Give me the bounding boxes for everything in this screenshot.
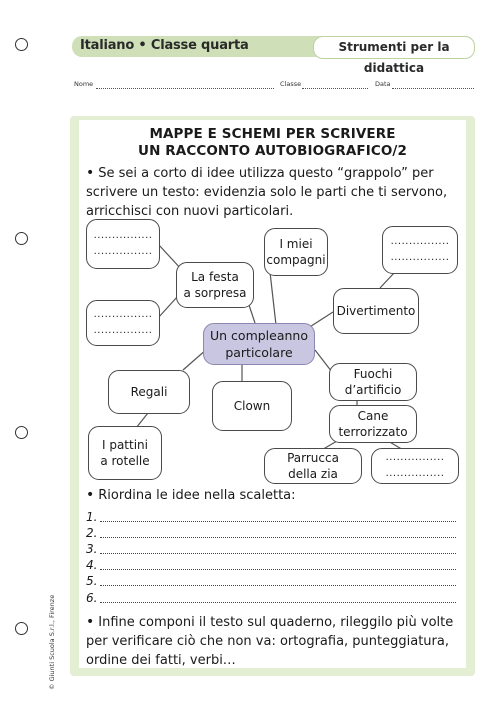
instruction-1-line3: arricchisci con nuovi particolari. — [86, 204, 294, 219]
divertimento-text: Divertimento — [336, 304, 416, 318]
data-label: Data — [375, 80, 391, 88]
blank-dots: ................ — [385, 452, 445, 463]
row-number: 1. — [86, 510, 98, 524]
blank-idea-bubble-4 — [371, 448, 459, 484]
festa-line1: La festa — [191, 270, 239, 284]
blank-dots: ................ — [93, 325, 153, 336]
row-number: 3. — [86, 542, 98, 556]
idea-bubble-compagni — [264, 228, 328, 276]
central-idea-bubble — [203, 323, 315, 365]
blank-dots: ................ — [93, 246, 153, 257]
writing-line — [100, 521, 456, 522]
instruction-3-line3: ordine dei fatti, verbi… — [86, 653, 236, 668]
fuochi-line1: Fuochi — [353, 367, 393, 381]
idea-bubble-divertimento — [333, 288, 419, 334]
pattini-line2: a rotelle — [100, 454, 150, 468]
scaletta-row[interactable] — [86, 542, 456, 558]
classe-label: Classe — [280, 80, 302, 88]
blank-dots: ................ — [390, 236, 450, 247]
idea-bubble-festa — [176, 262, 254, 308]
writing-line — [100, 553, 456, 554]
parrucca-line1: Parrucca — [287, 451, 339, 465]
fuochi-line2: d’artificio — [344, 383, 402, 397]
idea-bubble-regali — [108, 370, 190, 414]
blank-dots: ................ — [93, 309, 153, 320]
scaletta-row[interactable] — [86, 574, 456, 590]
writing-line — [100, 602, 456, 603]
instruction-1-line1: Se sei a corto di idee utilizza questo “grappolo” per — [98, 166, 434, 181]
bullet-icon: • — [86, 487, 95, 503]
row-number: 4. — [86, 558, 98, 572]
scaletta-row[interactable] — [86, 591, 456, 607]
subject-label: Italiano • Classe quarta — [80, 38, 249, 53]
regali-text: Regali — [130, 385, 168, 399]
writing-line — [100, 569, 456, 570]
blank-dots: ................ — [385, 468, 445, 479]
row-number: 6. — [86, 591, 98, 605]
miei-line2: compagni — [266, 253, 326, 267]
parrucca-line2: della zia — [288, 467, 338, 481]
instruction-3 — [86, 613, 466, 670]
exercise-title-line1: MAPPE E SCHEMI PER SCRIVERE — [149, 126, 396, 142]
scaletta-row[interactable] — [86, 510, 456, 526]
instruction-1-line2: scrivere un testo: evidenzia solo le parti che ti servono, — [86, 185, 448, 200]
idea-bubble-pattini — [88, 426, 162, 480]
series-label: Strumenti per la didattica — [313, 36, 475, 59]
row-number: 2. — [86, 526, 98, 540]
bullet-icon: • — [86, 165, 95, 181]
instruction-3-line2: per verificare ciò che non va: ortografia, punteggiatura, — [86, 634, 449, 649]
scaletta-row[interactable] — [86, 526, 456, 542]
instruction-3-line1: Infine componi il testo sul quaderno, rileggilo più volte — [98, 615, 454, 630]
idea-bubble-cane — [329, 405, 417, 443]
writing-line — [100, 537, 456, 538]
row-number: 5. — [86, 574, 98, 588]
pattini-line1: I pattini — [101, 438, 148, 452]
instruction-2 — [86, 486, 466, 505]
instruction-2-text: Riordina le idee nella scaletta: — [98, 488, 296, 503]
idea-bubble-parrucca — [264, 448, 362, 484]
center-line2: particolare — [225, 345, 293, 360]
clown-text: Clown — [233, 399, 271, 413]
cane-line1: Cane — [357, 409, 389, 423]
blank-idea-bubble-2 — [382, 226, 458, 274]
miei-line1: I miei — [279, 237, 313, 251]
blank-dots: ................ — [390, 252, 450, 263]
blank-idea-bubble-1 — [86, 219, 160, 269]
festa-line2: a sorpresa — [183, 286, 247, 300]
bullet-icon: • — [86, 614, 95, 630]
writing-line — [100, 585, 456, 586]
blank-idea-bubble-3 — [86, 300, 160, 346]
scaletta-row[interactable] — [86, 558, 456, 574]
idea-bubble-fuochi — [329, 363, 417, 401]
cane-line2: terrorizzato — [338, 425, 408, 439]
blank-dots: ................ — [93, 230, 153, 241]
exercise-title-line2: UN RACCONTO AUTOBIOGRAFICO/2 — [138, 143, 407, 159]
nome-label: Nome — [74, 80, 94, 88]
center-line1: Un compleanno — [210, 328, 308, 343]
idea-bubble-clown — [212, 381, 292, 431]
copyright-notice: © Giunti Scuola S.r.l., Firenze — [48, 594, 56, 690]
